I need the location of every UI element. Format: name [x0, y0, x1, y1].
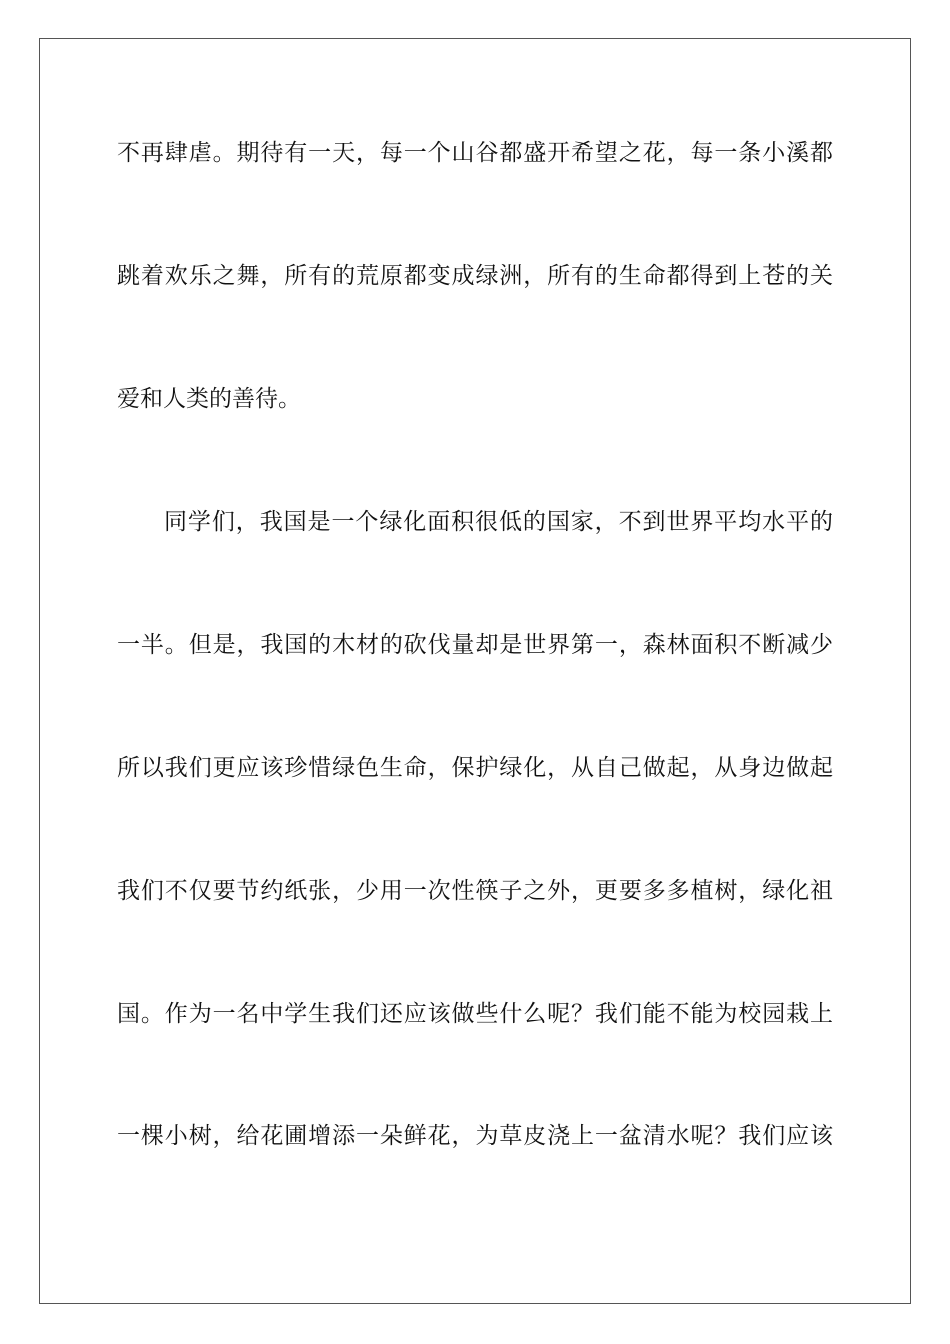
- text-line: 我们不仅要节约纸张，少用一次性筷子之外，更要多多植树，绿化祖: [117, 878, 833, 904]
- text-line: 所以我们更应该珍惜绿色生命，保护绿化，从自己做起，从身边做起: [117, 755, 833, 781]
- text-line: 一棵小树，给花圃增添一朵鲜花，为草皮浇上一盆清水呢？我们应该: [117, 1123, 833, 1149]
- text-line: 一半。但是，我国的木材的砍伐量却是世界第一，森林面积不断减少: [117, 632, 833, 658]
- text-line: 爱和人类的善待。: [117, 386, 301, 412]
- text-line: 不再肆虐。期待有一天，每一个山谷都盛开希望之花，每一条小溪都: [117, 140, 833, 166]
- text-line: 跳着欢乐之舞，所有的荒原都变成绿洲，所有的生命都得到上苍的关: [117, 263, 833, 289]
- text-line: 同学们，我国是一个绿化面积很低的国家，不到世界平均水平的: [164, 509, 833, 535]
- document-body: [117, 0, 833, 1344]
- text-line: 国。作为一名中学生我们还应该做些什么呢？我们能不能为校园栽上: [117, 1001, 833, 1027]
